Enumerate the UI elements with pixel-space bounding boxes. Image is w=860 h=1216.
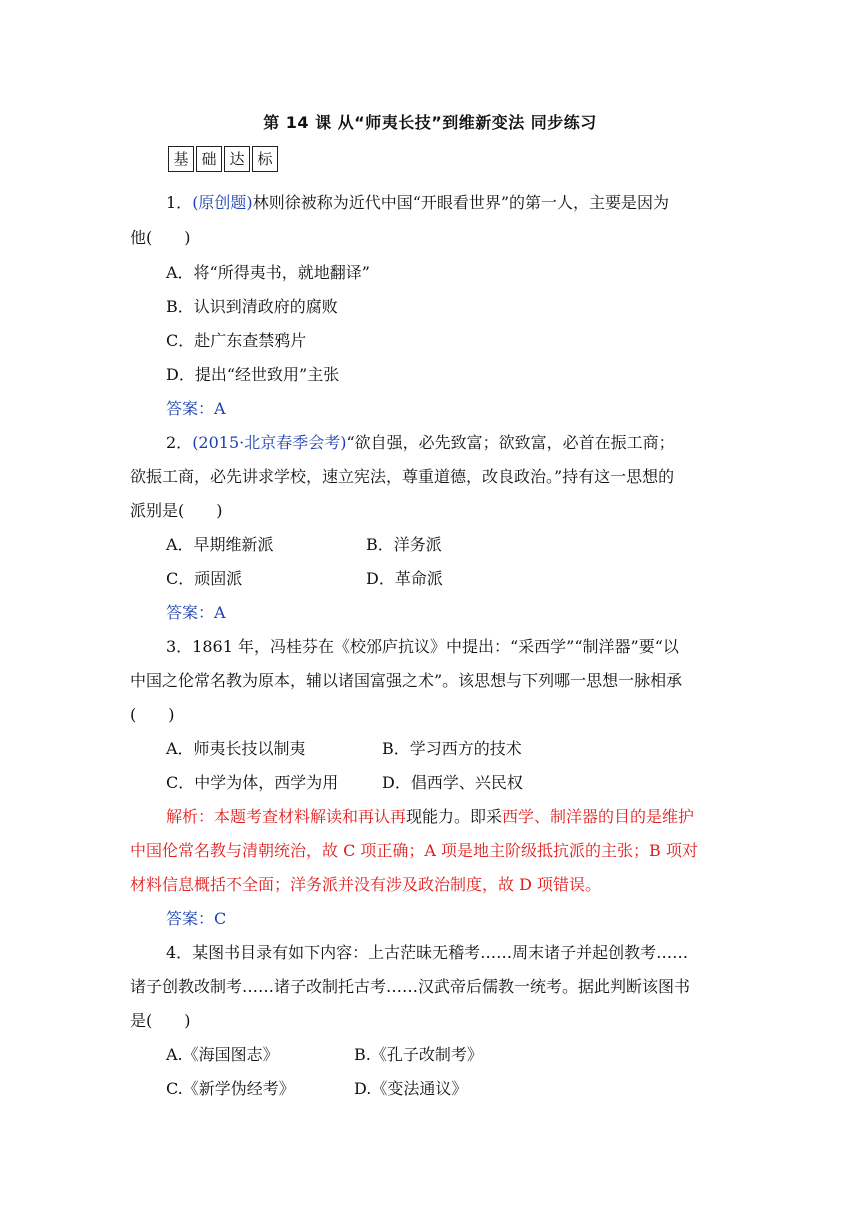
question-text: 中国之伦常名教为原本，辅以诸国富强之术”。该思想与下列哪一思想一脉相承 [130, 671, 683, 690]
section-box: 础 [196, 146, 222, 172]
option-a: A.《海国图志》 [166, 1045, 279, 1064]
question-text: 派别是( ) [130, 501, 223, 520]
question-4-stem: 4．某图书目录有如下内容：上古茫昧无稽考……周末诸子并起创教考…… [166, 943, 689, 962]
option-c: C．赴广东查禁鸦片 [166, 331, 307, 350]
option-d: D.《变法通议》 [354, 1079, 468, 1098]
question-text: 欲振工商，必先讲求学校，速立宪法，尊重道德，改良政治。”持有这一思想的 [130, 467, 675, 486]
answer: 答案：A [166, 603, 226, 622]
answer: 答案：C [166, 909, 227, 928]
question-2-stem [166, 430, 675, 453]
page-title: 第 14 课 从“师夷长技”到维新变法 同步练习 [263, 113, 597, 132]
option-a: A．将“所得夷书，就地翻译” [166, 263, 370, 282]
question-1-stem [166, 190, 669, 213]
question-text: 他( ) [130, 228, 191, 247]
question-text: 林则徐被称为近代中国“开眼看世界”的第一人，主要是因为 [252, 193, 670, 212]
question-text: “欲自强，必先致富；欲致富，必首在振工商； [346, 433, 675, 452]
question-source: (原创题) [192, 193, 253, 212]
option-b: B.《孔子改制考》 [354, 1045, 483, 1064]
explanation-text: 现能力。即采 [406, 807, 503, 826]
explanation-text: 解析：本题考查材料解读和再认再 [166, 807, 407, 826]
explanation-text: 中国伦常名教与清朝统治，故 C 项正确；A 项是地主阶级抵抗派的主张；B 项对 [130, 841, 698, 860]
explanation [166, 804, 694, 827]
option-d: D．革命派 [366, 569, 443, 588]
option-a: A．早期维新派 [166, 535, 274, 554]
question-text: ( ) [130, 705, 175, 724]
question-text: 是( ) [130, 1011, 191, 1030]
explanation-text: 西学、制洋器的目的是维护 [502, 807, 695, 826]
question-number: 2． [166, 433, 193, 452]
option-d: D．提出“经世致用”主张 [166, 365, 340, 384]
question-text: 诸子创教改制考……诸子改制托古考……汉武帝后儒教一统考。据此判断该图书 [130, 977, 691, 996]
option-c: C.《新学伪经考》 [166, 1079, 295, 1098]
option-a: A．师夷长技以制夷 [166, 739, 306, 758]
section-box: 基 [168, 146, 194, 172]
option-b: B．认识到清政府的腐败 [166, 297, 338, 316]
option-c: C．中学为体，西学为用 [166, 773, 339, 792]
option-d: D．倡西学、兴民权 [382, 773, 523, 792]
question-source: (2015·北京春季会考) [192, 433, 347, 452]
option-b: B．学习西方的技术 [382, 739, 522, 758]
question-number: 1． [166, 193, 193, 212]
answer: 答案：A [166, 399, 226, 418]
explanation-text: 材料信息概括不全面；洋务派并没有涉及政治制度，故 D 项错误。 [130, 875, 602, 894]
section-box: 标 [252, 146, 278, 172]
section-label [168, 146, 280, 172]
question-3-stem: 3．1861 年，冯桂芬在《校邠庐抗议》中提出：“采西学”“制洋器”要“以 [166, 637, 679, 656]
option-b: B．洋务派 [366, 535, 442, 554]
section-box: 达 [224, 146, 250, 172]
option-c: C．顽固派 [166, 569, 243, 588]
